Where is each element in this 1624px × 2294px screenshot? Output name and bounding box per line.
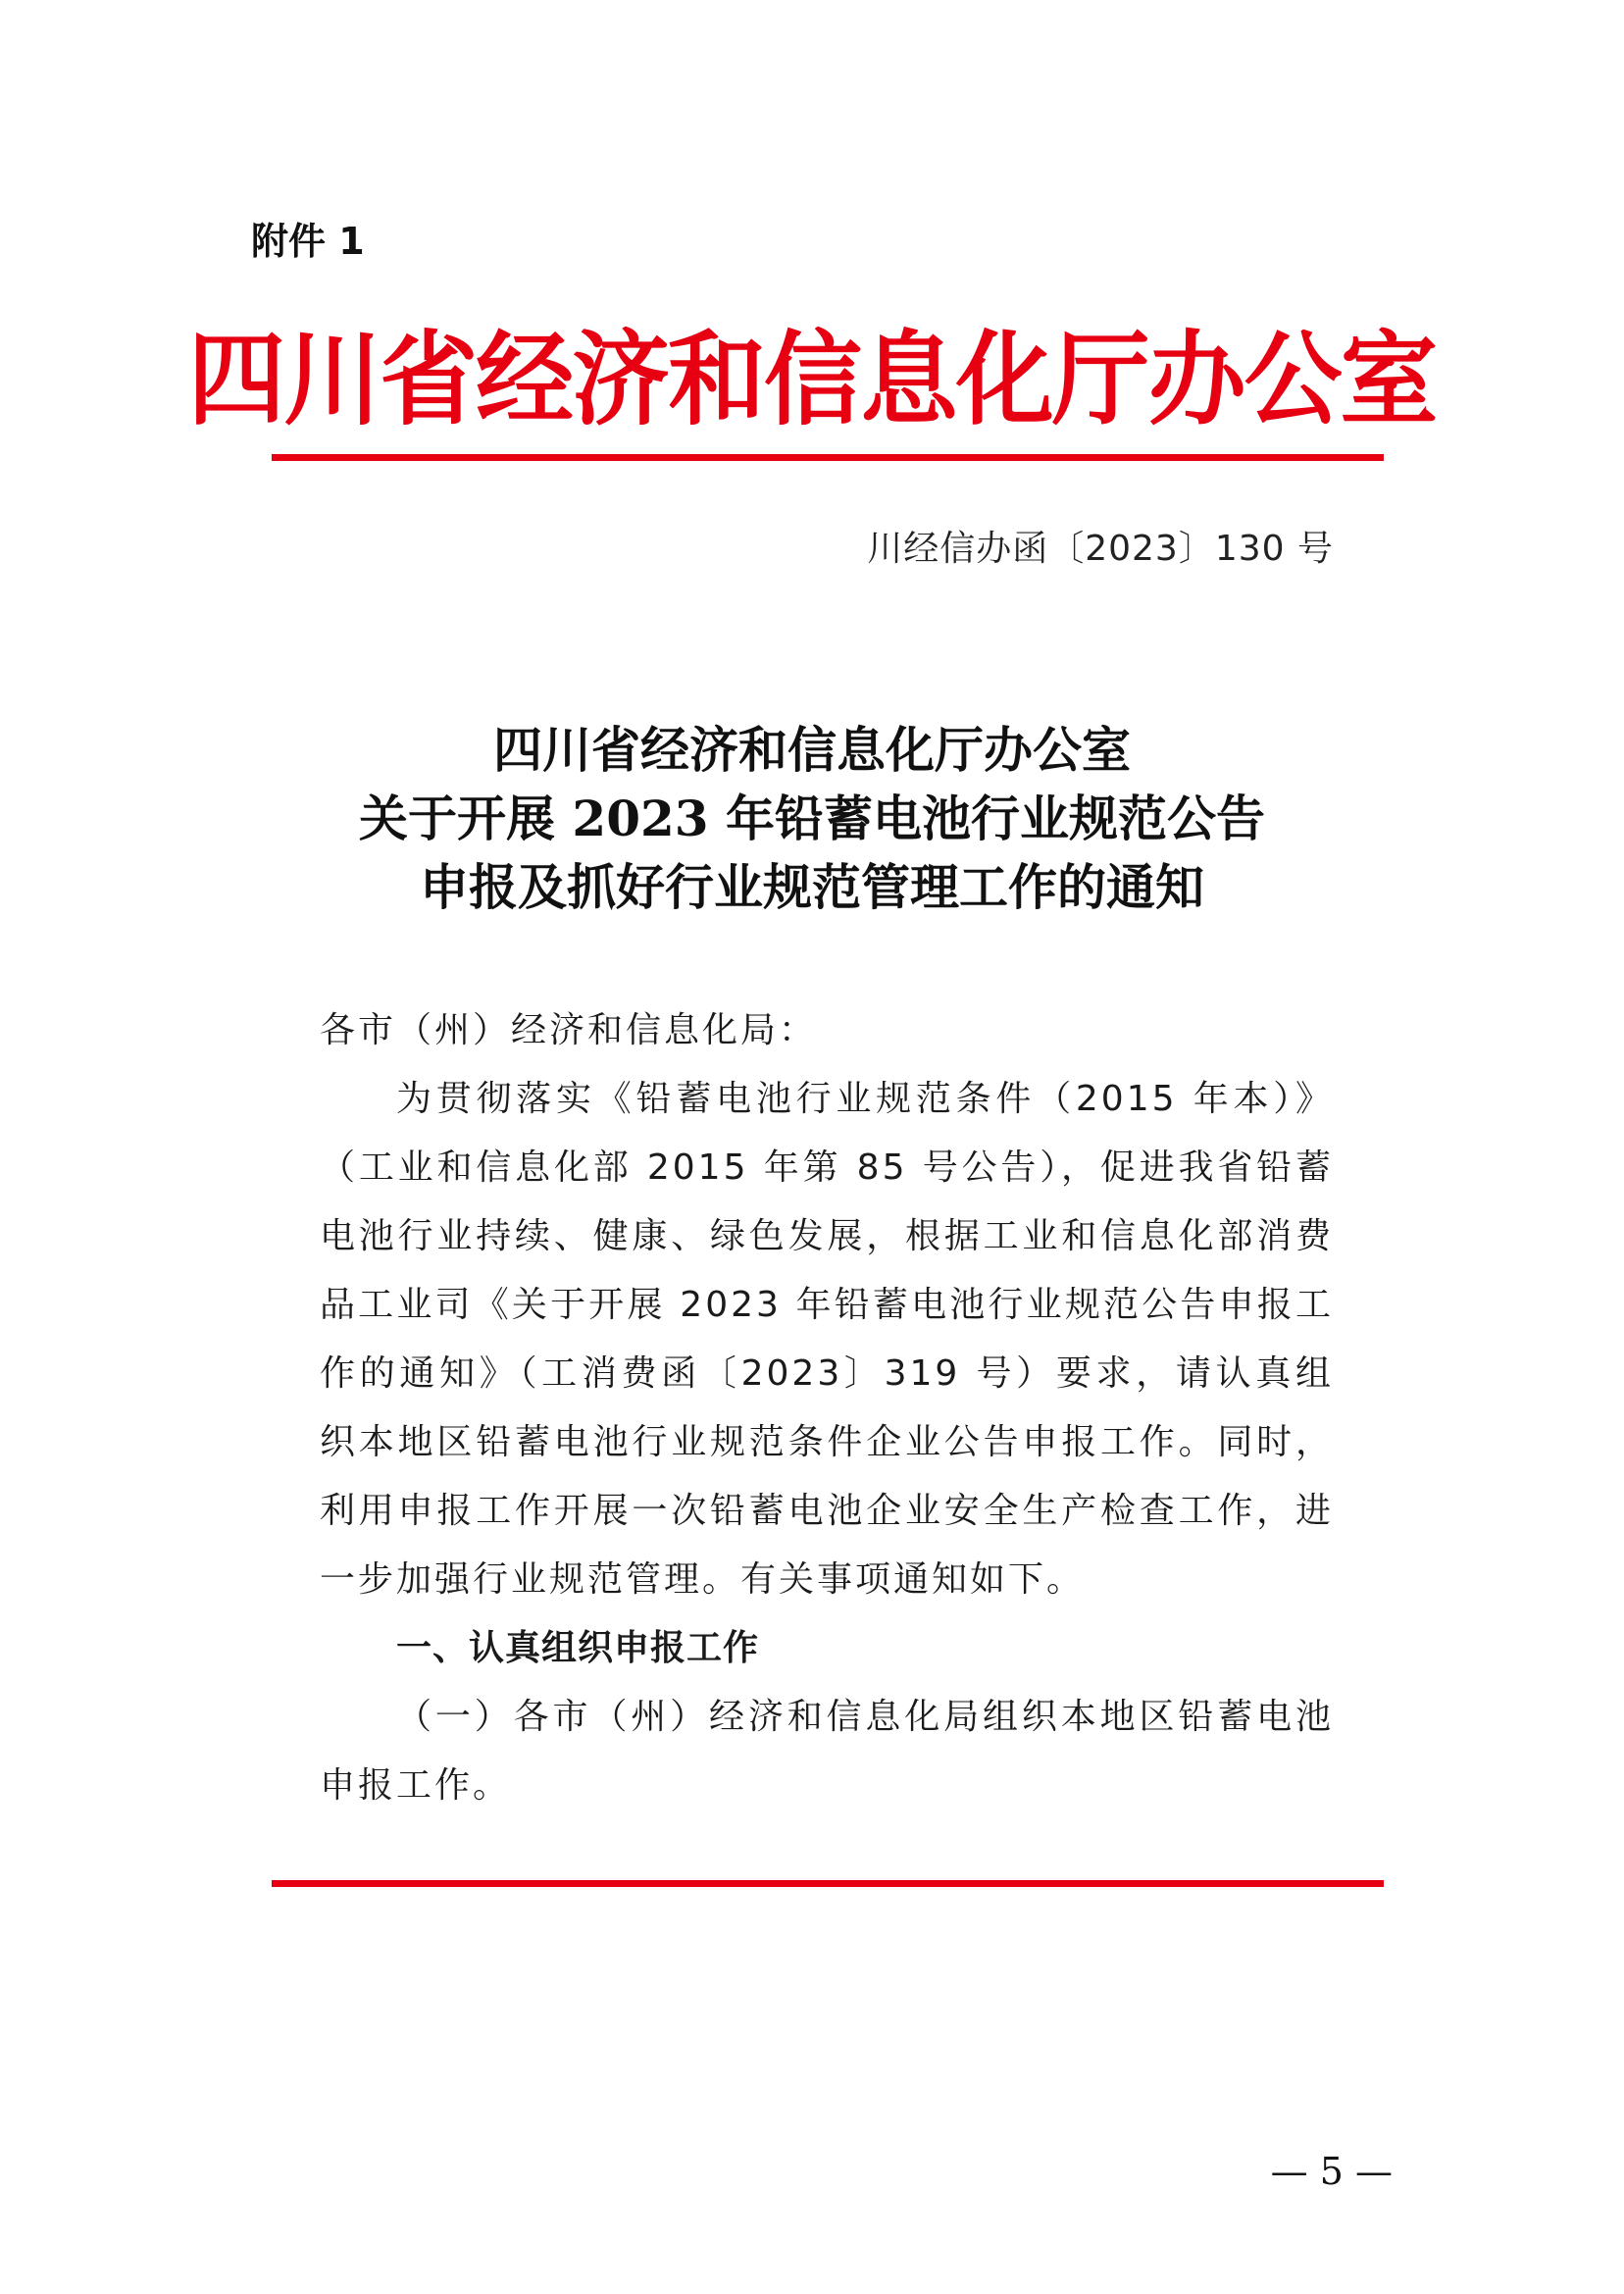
page-number: — 5 — [1270,2150,1393,2193]
section-heading: 一、认真组织申报工作 [396,1628,760,1668]
masthead-red-rule [272,454,1384,461]
document-body [320,996,1334,1820]
masthead-title: 四川省经济和信息化厅办公室 [187,320,1437,439]
attachment-label: 附件 1 [251,220,365,263]
title-line-2: 关于开展 2023 年铅蓄电池行业规范公告 [359,790,1265,847]
body-paragraph-item: （一）各市（州）经济和信息化局组织本地区铅蓄电池申报工作。 [320,1697,1334,1806]
document-title [0,716,1624,922]
salutation: 各市（州）经济和信息化局： [320,1010,818,1050]
title-line-3: 申报及抓好行业规范管理工作的通知 [420,858,1204,916]
title-line-1: 四川省经济和信息化厅办公室 [493,721,1131,779]
document-number: 川经信办函〔2023〕130 号 [867,529,1334,569]
body-paragraph: 为贯彻落实《铅蓄电池行业规范条件（2015 年本）》（工业和信息化部 2015 年第 85 号公告），促进我省铅蓄电池行业持续、健康、绿色发展，根据工业和信息化部消费品工业司《关于开展 2023 年铅蓄电池行业规范公告申报工作的通知》（工消费函〔2023〕319 号）要求，请认真组织本地区铅蓄电池行业规范条件企业公告申报工作。同时，利用申报工作开展一次铅蓄电池企业安全生产检查工作，进一步加强行业规范管理。有关事项通知如下。 [320,1079,1334,1600]
footer-red-rule [272,1880,1384,1887]
